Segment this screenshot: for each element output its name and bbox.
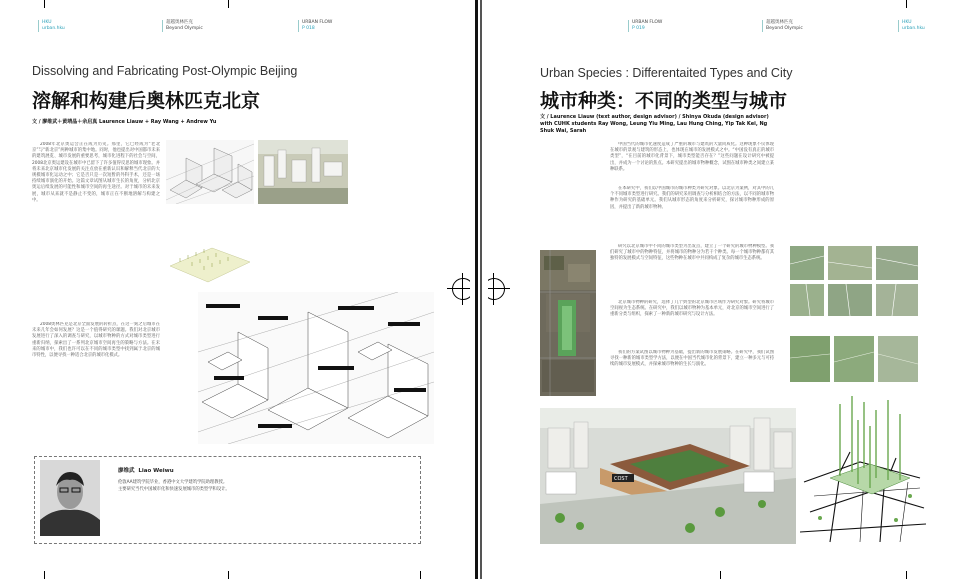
crop-mark [720,571,721,579]
bio-line-1: 伦敦AA建筑学院毕业，香港中文大学建筑学院助理教授。 [118,480,228,485]
figure-grid-plane [168,234,252,284]
figure-satellite-photo [540,250,596,396]
header-issue-label: URBAN FLOW [632,20,663,25]
building-sign-text: COST [614,476,628,482]
bio-name-en: Liao Weiwu [138,468,174,474]
header-topic-en: Beyond Olympic [166,26,203,31]
header-page-number: P 019 [632,26,645,31]
header-mag: HKU [902,20,912,25]
bio-line-2: 主要研究当代中国城市化和快速发展城市的类型学和设计。 [118,486,230,492]
header-topic-cn: 超越奥林匹克 [766,20,793,25]
figure-map-grid [786,244,922,318]
crop-mark [906,0,907,8]
header-issue-label: URBAN FLOW [302,20,333,25]
crop-mark [906,571,907,579]
header-issue [628,20,662,32]
body-paragraph-5: 我们的方案试图以城市物种为基础，提出新的城市发展策略。在研究中，我们试图寻找一种新的城市类型学方法，以便在中国当代城市化的背景下，建立一种多元与可持续的城市发展模式，并探索城市物种的生长与演化。 [610,350,774,368]
header-mag-sub: urban.hku [902,26,925,31]
crop-mark [44,571,45,579]
article-title-en: Urban Species : Differentaited Types and City [540,66,793,80]
byline: 文 / 廖维武＋黄靖晶＋余启真 Laurence Liauw + Ray Wang + Andrew Yu [32,119,217,125]
registration-mark [488,278,505,300]
crop-mark [228,571,229,579]
crop-mark [420,571,421,579]
header-mag-sub: urban.hku [42,26,65,31]
header-topic-cn: 超越奥林匹克 [166,20,193,25]
body-paragraph-2: 2008奥林匹克是北京全面发展的转折点，在这一刻之后城市在未来几年会如何发展？这是一个值得研究的课题。我们对北京城市发展进行了深入的调查与研究，以城市物种的方式对城市类型进行重新归纳，探索出了一系列北京城市空间再生的策略与方法。在未来的城市中，我们也许可以在不同的城市类型中找到属于北京的城市特性，以便寻找一种适合北京的城市化模式。 [32,322,160,359]
registration-mark [452,278,470,300]
header-mag: HKU [42,20,52,25]
body-paragraph-1: 中国当代的城市化速度造成了严重的城市与建筑的大量同质化。这种现象不仅体现在城市的景观与建筑的形态上，也体现在城市的发展模式之中。“中国没有真正的城市类型”，“在目前的城市化背景下，城市类型能否存在？”这些问题在设计研究中被提出，并成为一个讨论的焦点。本研究提出的城市物种概念，试图在城市种类之间建立某种联系。 [610,142,774,172]
author-portrait [40,460,100,536]
bio-text [118,480,408,493]
article-title-cn: 溶解和构建后奥林匹克北京 [32,90,261,112]
crop-mark [228,0,229,8]
body-paragraph-1: 2008年北京奥运会正在成为历史。那里，它已经成为“老北京”与“新北京”两种城市的集中地。同时，他也提出对中国都市未来的建筑展览、城市发展的重要思考，城市化进程下的社会与空间，2008北京奥运建设在城市中已留下了许多值得反思的城市现象。并将未来北京城市化发展的关注点放在重新认识和解释当代北京的大规模城市化运动之中；它是否只是一次短暂的外科手术，还是一场持续城市演化的开始。这篇文章试图从城市生长的角度，分析北京奥运后续发展的可能性和城市空间的再生途径。对于城市的未来发展，城市从来就不是静止不变的，城市正在不断地溶解与构建之中。 [32,142,160,203]
figure-wireframe-model [166,140,254,204]
body-paragraph-2: 在本研究中，我们以中国城市的城市种类为研究对象。以北京为案例，对其中的几个不同城市类型进行研究。我们的研究采用调查与分析相结合的方法，以不同的城市物种作为研究的基础单元。我们从城市形态的角度来分析研究，探讨城市物种形成的原因，并提出了新的城市物种。 [610,186,774,210]
bio-name [118,466,174,474]
article-title-cn: 城市种类：不同的类型与城市 [540,90,788,112]
spine-gutter [470,0,488,579]
bio-name-cn: 廖维武 [118,468,135,474]
header-topic [762,20,803,32]
header-section [898,20,925,32]
right-page [488,0,963,579]
figure-urban-render [540,408,796,544]
figure-aerial-render [258,140,348,204]
header-topic [162,20,203,32]
header-topic-en: Beyond Olympic [766,26,803,31]
crop-mark [44,0,45,8]
body-paragraph-4: 北京城市物种的研究，选择了几个典型的北京城市区域作为研究对象。研究将城市空间视为生态系统。在研究中，我们以城市物种为基本单元，对北京的城市空间进行了重新分类与组织，探索了一种新的城市研究与设计方法。 [610,300,774,318]
figure-annotated-city-sketch [198,292,434,444]
left-page [0,0,470,579]
article-title-en: Dissolving and Fabricating Post-Olympic Beijing [32,64,298,78]
figure-city-map-3d [800,392,926,544]
header-issue [298,20,332,32]
header-page-number: P 018 [302,26,315,31]
body-paragraph-3: 研究以北京城市中不同的城市类型为出发点，建立了一个研究的城市物种模型。我们研究了城市中的物种特征，并将城市的物种分为若干个种类。每一个城市物种都有其独特的发展模式与空间特征，这些物种在城市中共同构成了复杂的城市生态系统。 [610,244,774,262]
header-section [38,20,65,32]
byline: 文 / Laurence Liauw (text author, design advisor) / Shinya Okuda (design advisor) with CUHK students Ray Wong, Leung Yiu Ming, Lau Hung Ching, Yip Tak Kei, Ng Shuk Wai, Sarah [540,114,769,134]
figure-map-grid-2 [786,334,922,388]
